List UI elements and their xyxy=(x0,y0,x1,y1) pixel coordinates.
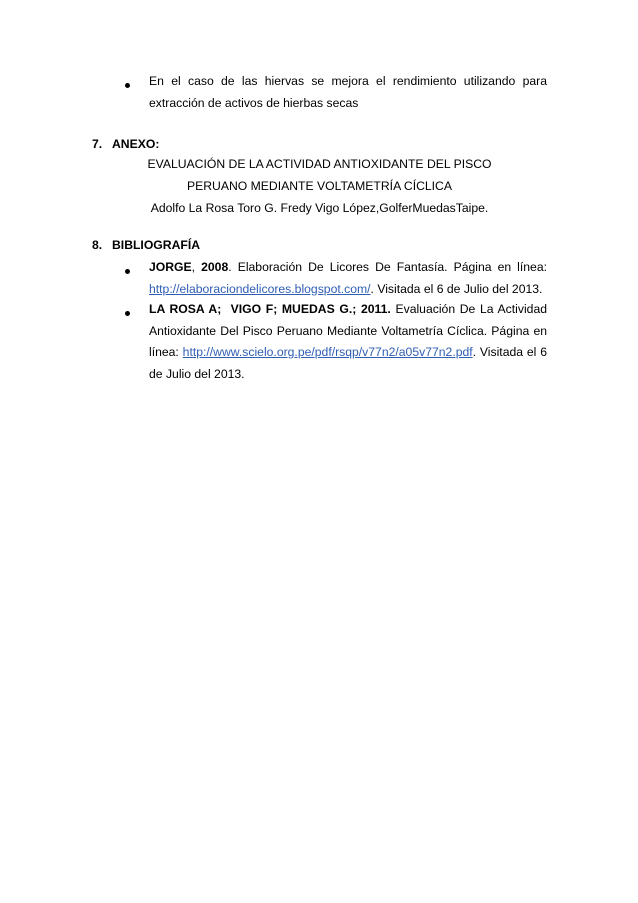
reference-1-text: . Elaboración De Licores De Fantasía. Página en línea: xyxy=(228,260,547,274)
intro-line-1: En el caso de las hiervas se mejora el rendimiento utilizando para xyxy=(149,74,547,88)
reference-2-authors: LA ROSA A; VIGO F; MUEDAS G.; 2011. xyxy=(149,302,391,316)
reference-1-author: JORGE xyxy=(149,260,192,274)
reference-1-line-2 xyxy=(149,279,547,301)
annex-authors: Adolfo La Rosa Toro G. Fredy Vigo López,GolferMuedasTaipe. xyxy=(150,201,489,215)
bullet-icon xyxy=(125,311,130,316)
reference-1-url-link[interactable]: http://elaboraciondelicores.blogspot.com/ xyxy=(149,281,371,296)
reference-1-visited: . Visitada el 6 de Julio del 2013. xyxy=(370,281,543,296)
annex-number: 7. xyxy=(92,137,103,151)
reference-2-suffix: . Visitada el 6 xyxy=(472,345,547,359)
reference-2-line-2: Antioxidante Del Pisco Peruano Mediante Voltametría Cíclica. Página en xyxy=(149,323,547,338)
reference-1-line-1 xyxy=(149,257,547,279)
reference-2 xyxy=(149,299,547,385)
bibliography-heading xyxy=(92,238,200,252)
bullet-icon xyxy=(125,269,130,274)
annex-title: ANEXO: xyxy=(112,137,160,151)
reference-2-line-3 xyxy=(149,342,547,364)
annex-doc-title-line-2: PERUANO MEDIANTE VOLTAMETRÍA CÍCLICA xyxy=(186,179,452,193)
bullet-icon xyxy=(125,83,130,88)
reference-1-year: 2008 xyxy=(201,260,229,274)
reference-2-line-1 xyxy=(149,299,547,321)
intro-bullet-text xyxy=(149,71,547,114)
reference-1-sep: , xyxy=(191,260,202,274)
bibliography-number: 8. xyxy=(92,238,103,252)
reference-2-line-4: de Julio del 2013. xyxy=(149,366,245,381)
bibliography-title: BIBLIOGRAFÍA xyxy=(112,238,201,252)
intro-line-2: extracción de activos de hierbas secas xyxy=(149,95,359,110)
reference-2-url-link[interactable]: http://www.scielo.org.pe/pdf/rsqp/v77n2/a05v77n2.pdf xyxy=(182,345,473,359)
reference-2-text: Evaluación De La Actividad xyxy=(390,302,547,316)
annex-doc-title-line-1: EVALUACIÓN DE LA ACTIVIDAD ANTIOXIDANTE DEL PISCO xyxy=(147,157,492,171)
reference-1 xyxy=(149,257,547,300)
reference-2-prefix: línea: xyxy=(149,345,183,359)
annex-heading xyxy=(92,137,159,151)
